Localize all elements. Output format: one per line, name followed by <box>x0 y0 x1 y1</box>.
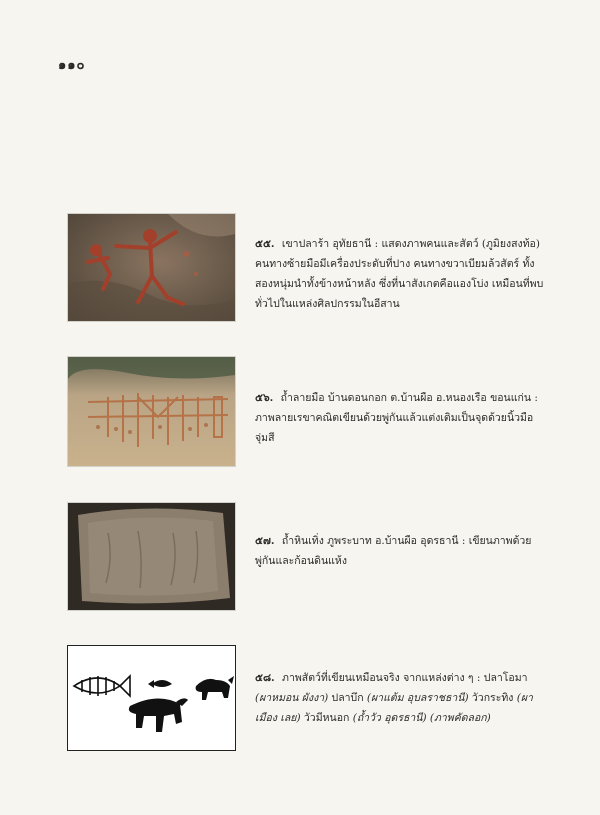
animal-silhouettes-drawing <box>68 646 235 750</box>
caption-part: วัวกระทิง <box>468 692 517 704</box>
rock-surface-faded-painting-photo <box>68 503 235 610</box>
caption-text: ถ้ำหินเทิ่ง ภูพระบาท อ.บ้านผือ อุดรธานี : เขียนภาพด้วยพู่กันและก้อนดินแห้ง <box>255 535 532 567</box>
caption-part: ภาพสัตว์ที่เขียนเหมือนจริง จากแหล่งต่าง ๆ : ปลาโอมา <box>282 672 528 684</box>
page-number: ๑๑๐ <box>58 58 86 73</box>
caption-part: ปลาบึก <box>328 692 367 704</box>
caption-part-italic: (ถ้ำวัว อุดรธานี) (ภาพคัดลอก) <box>352 712 491 724</box>
caption-number: ๕๕. <box>255 238 275 250</box>
caption-58 <box>255 668 545 728</box>
caption-55 <box>255 234 545 314</box>
caption-part: วัวมีหนอก <box>300 712 353 724</box>
caption-number: ๕๘. <box>255 672 275 684</box>
caption-part-italic: (ผาแต้ม อุบลราชธานี) <box>366 692 469 704</box>
caption-part-italic: (ผาหมอน ผังงา) <box>255 692 329 704</box>
caption-number: ๕๗. <box>255 535 275 547</box>
caption-text: เขาปลาร้า อุทัยธานี : แสดงภาพคนและสัตว์ (ภูมิยงสงท้อ) คนทางซ้ายมือมีเครื่องประดับที่ปาง คนทางขวาเบียมล้วสัตร์ ทั้งสองหนุ่มนำทั้งข้างหน้าหลัง ซึ่งที่นาสังเกตคือแองโบ่ง เหมือนที่พบทั่วไปในแหล่งศิลปกรรมในอีสาน <box>255 238 544 310</box>
caption-57 <box>255 531 545 571</box>
caption-text: ถ้ำลายมือ บ้านดอนกอก ต.บ้านผือ อ.หนองเรือ ขอนแก่น : ภาพลายเรขาคณิตเขียนด้วยพู่กันแล้วแต่งเติมเป็นจุดด้วยนิ้วมือจุ่มสี <box>255 392 538 444</box>
rock-painting-geometric-photo <box>68 357 235 466</box>
rock-painting-red-figures-photo <box>68 214 235 321</box>
caption-number: ๕๖. <box>255 392 274 404</box>
caption-56 <box>255 388 545 448</box>
caption-part-italic: (ผาเมือง เลย) <box>255 692 533 724</box>
